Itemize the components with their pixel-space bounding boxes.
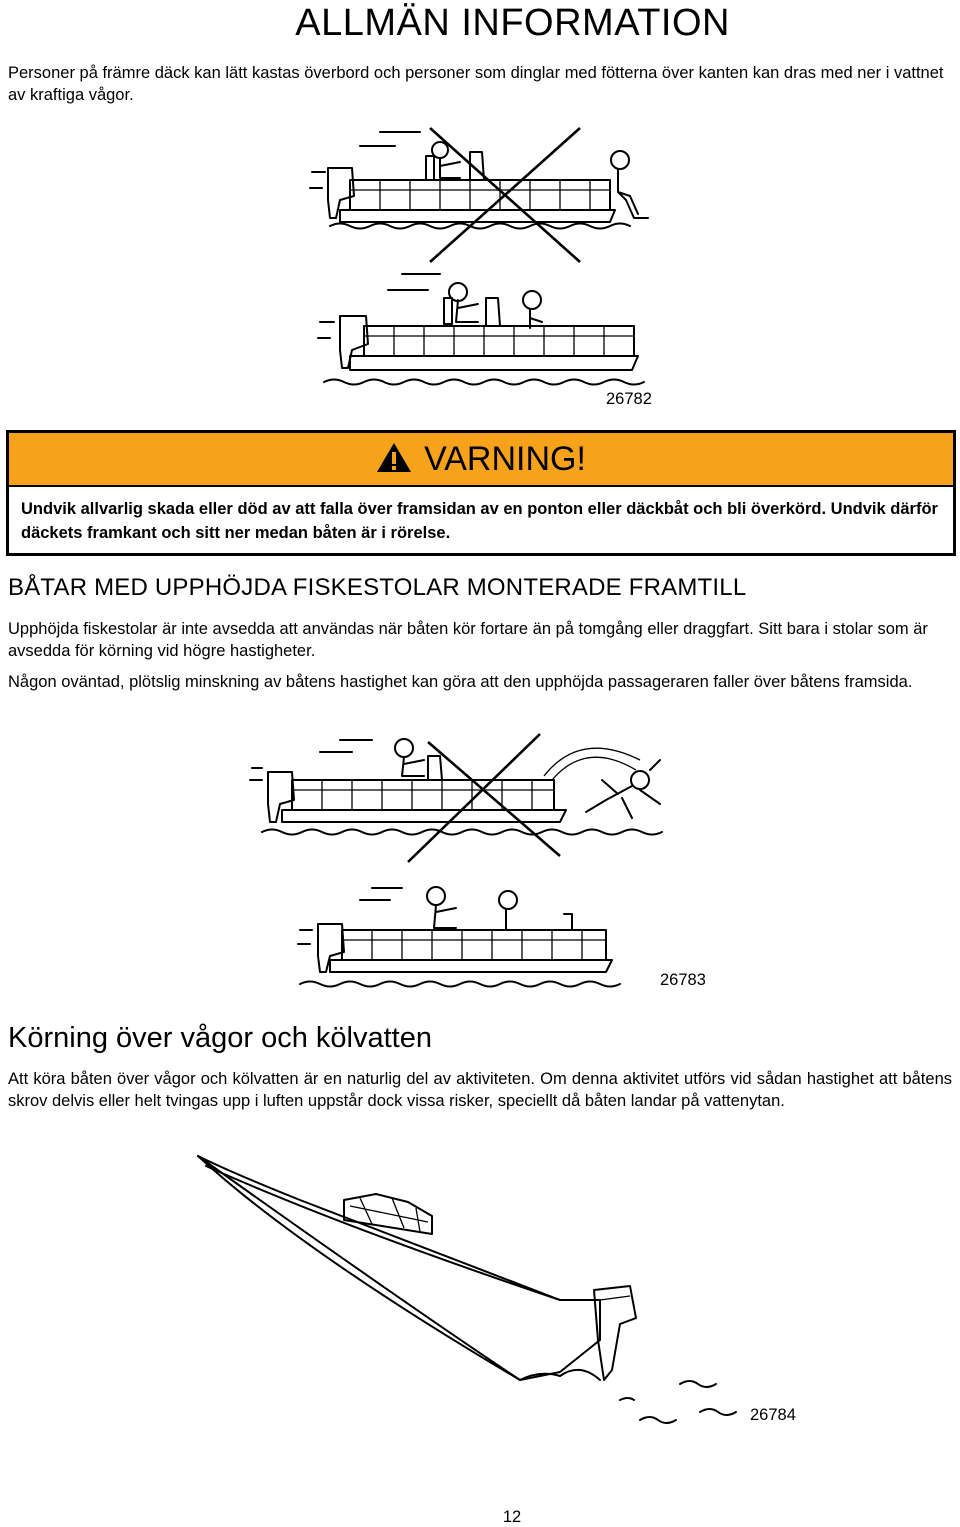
figure-number: 26783 (660, 971, 706, 989)
warning-box (6, 430, 956, 556)
warning-triangle-icon (376, 441, 412, 478)
section-paragraph: Upphöjda fiskestolar är inte avsedda att användas när båten kör fortare än på tomgång eller draggfart. Sitt bara i stolar som är avsedda för körning vid högre hastigheter. (8, 620, 928, 660)
section-paragraph: Någon oväntad, plötslig minskning av båtens hastighet kan göra att den upphöjda passageraren faller över båtens framsida. (8, 673, 913, 691)
page-title: ALLMÄN INFORMATION (295, 2, 730, 44)
warning-text: Undvik allvarlig skada eller död av att falla över framsidan av en ponton eller däckbåt och bli överkörd. Undvik därför däckets framkant och sitt ner medan båten är i rörelse. (21, 500, 938, 542)
intro-paragraph: Personer på främre däck kan lätt kastas överbord och personer som dinglar med fötterna över kanten kan dras med ner i vattnet av kraftiga vågor. (8, 64, 944, 104)
warning-header (9, 433, 953, 487)
figure-number: 26782 (606, 390, 652, 408)
illustration-passenger-falling-overboard (0, 730, 960, 990)
page-number: 12 (502, 1508, 522, 1526)
illustration-boat-jumping-wave (0, 1148, 960, 1438)
warning-label: VARNING! (424, 439, 586, 478)
figure-number: 26784 (750, 1406, 796, 1424)
section-heading: BÅTAR MED UPPHÖJDA FISKESTOLAR MONTERADE FRAMTILL (8, 574, 747, 601)
section-paragraph: Att köra båten över vågor och kölvatten är en naturlig del av aktiviteten. Om denna aktivitet utförs vid sådan hastighet att båtens skrov delvis eller helt tvingas upp i luften uppstår dock vissa risker, speciellt då båten landar på vattenytan. (8, 1070, 952, 1110)
section-heading: Körning över vågor och kölvatten (8, 1022, 432, 1054)
